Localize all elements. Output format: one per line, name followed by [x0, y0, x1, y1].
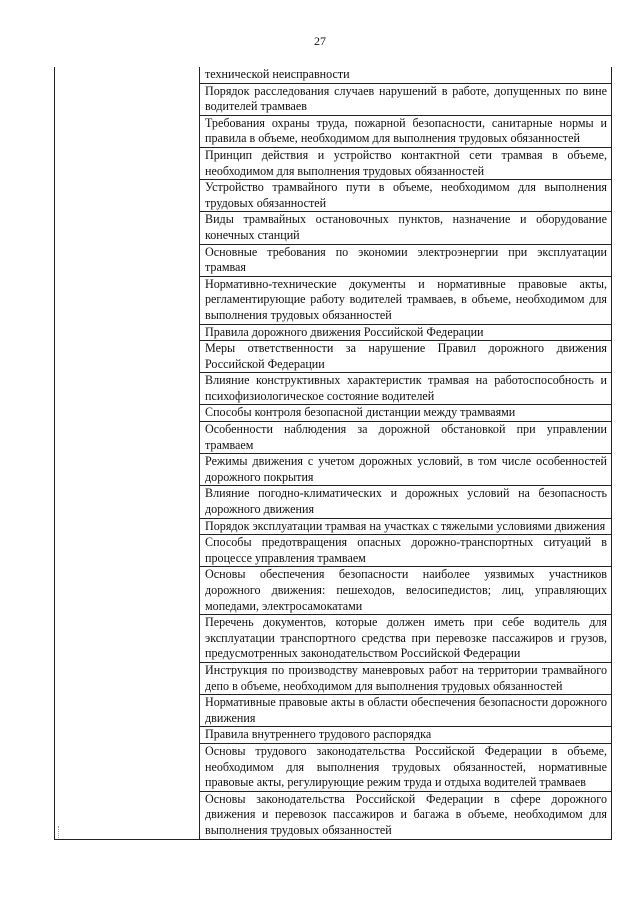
table-row: Устройство трамвайного пути в объеме, необходимом для выполнения трудовых обязанностей	[199, 180, 611, 212]
table-row: Основы трудового законодательства Российской Федерации в объеме, необходимом для выполнения трудовых обязанностей, нормативные правовые акты, регулирующие режим труда и отдыха водителей трамваев	[199, 744, 611, 792]
table-row: Основы обеспечения безопасности наиболее уязвимых участников дорожного движения: пешеходов, велосипедистов; лиц, управляющих мопедами, электросамокатами	[199, 567, 611, 615]
table-row: Основы законодательства Российской Федерации в сфере дорожного движения и перевозок пассажиров и багажа в объеме, необходимом для выполнения трудовых обязанностей	[205, 791, 607, 837]
table-row: Нормативные правовые акты в области обеспечения безопасности дорожного движения	[199, 695, 611, 727]
table-row: Нормативно-технические документы и нормативные правовые акты, регламентирующие работу водителей трамваев, в объеме, необходимом для выполнения трудовых обязанностей	[199, 277, 611, 325]
table-row: Влияние конструктивных характеристик трамвая на работоспособность и психофизиологическое состояние водителей	[199, 373, 611, 405]
table-row: Особенности наблюдения за дорожной обстановкой при управлении трамваем	[199, 422, 611, 454]
table-row: Порядок расследования случаев нарушений в работе, допущенных по вине водителей трамваев	[199, 84, 611, 116]
table-left-column	[55, 67, 200, 839]
table-row: Режимы движения с учетом дорожных условий, в том числе особенностей дорожного покрытия	[199, 454, 611, 486]
scan-mark	[58, 826, 60, 838]
table-row: Перечень документов, которые должен иметь при себе водитель для эксплуатации транспортного средства при перевозке пассажиров и грузов, предусмотренных законодательством Российской Федерации	[199, 615, 611, 663]
table-row: технической неисправности	[199, 67, 611, 84]
knowledge-table	[54, 67, 612, 840]
table-row: Меры ответственности за нарушение Правил дорожного движения Российской Федерации	[199, 341, 611, 373]
table-row: Правила внутреннего трудового распорядка	[199, 727, 611, 744]
table-row: Требования охраны труда, пожарной безопасности, санитарные нормы и правила в объеме, необходимом для выполнения трудовых обязанностей	[199, 116, 611, 148]
table-row: Способы предотвращения опасных дорожно-транспортных ситуаций в процессе управления трамваем	[199, 535, 611, 567]
table-right-column	[199, 67, 611, 839]
table-row: Виды трамвайных остановочных пунктов, назначение и оборудование конечных станций	[199, 212, 611, 244]
table-row: Основные требования по экономии электроэнергии при эксплуатации трамвая	[199, 245, 611, 277]
table-row: Влияние погодно-климатических и дорожных условий на безопасность дорожного движения	[199, 486, 611, 518]
table-row: Инструкция по производству маневровых работ на территории трамвайного депо в объеме, необходимом для выполнения трудовых обязанностей	[199, 663, 611, 695]
table-row: Порядок эксплуатации трамвая на участках с тяжелыми условиями движения	[199, 519, 611, 536]
page-number: 27	[314, 34, 326, 48]
table-row: Принцип действия и устройство контактной сети трамвая в объеме, необходимом для выполнения трудовых обязанностей	[199, 148, 611, 180]
table-row: Способы контроля безопасной дистанции между трамваями	[199, 405, 611, 422]
table-row: Правила дорожного движения Российской Федерации	[199, 325, 611, 342]
